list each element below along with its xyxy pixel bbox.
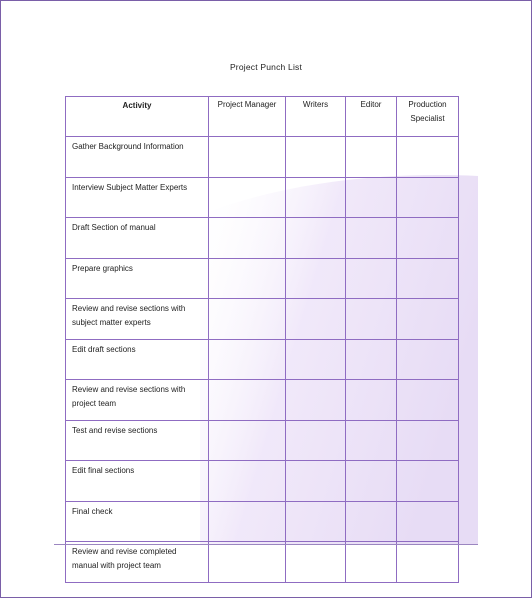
writers-cell[interactable] (286, 299, 346, 340)
table-row (66, 542, 459, 583)
production-specialist-cell[interactable] (397, 501, 459, 542)
header-project-manager: Project Manager (209, 97, 286, 137)
project-manager-cell[interactable] (209, 420, 286, 461)
table-row (66, 380, 459, 421)
table-row (66, 501, 459, 542)
project-manager-cell[interactable] (209, 137, 286, 178)
editor-cell[interactable] (346, 380, 397, 421)
punch-list-table (65, 96, 459, 583)
project-manager-cell[interactable] (209, 218, 286, 259)
header-writers: Writers (286, 97, 346, 137)
writers-cell[interactable] (286, 339, 346, 380)
production-specialist-cell[interactable] (397, 218, 459, 259)
writers-cell[interactable] (286, 542, 346, 583)
production-specialist-cell[interactable] (397, 258, 459, 299)
table-row (66, 420, 459, 461)
writers-cell[interactable] (286, 177, 346, 218)
table-row (66, 258, 459, 299)
activity-cell: Interview Subject Matter Experts (66, 177, 209, 218)
header-production-specialist: Production Specialist (397, 97, 459, 137)
writers-cell[interactable] (286, 461, 346, 502)
project-manager-cell[interactable] (209, 542, 286, 583)
writers-cell[interactable] (286, 501, 346, 542)
header-activity: Activity (66, 97, 209, 137)
project-manager-cell[interactable] (209, 461, 286, 502)
production-specialist-cell[interactable] (397, 177, 459, 218)
bottom-rule (54, 544, 478, 545)
writers-cell[interactable] (286, 137, 346, 178)
project-manager-cell[interactable] (209, 258, 286, 299)
activity-cell: Gather Background Information (66, 137, 209, 178)
production-specialist-cell[interactable] (397, 542, 459, 583)
activity-cell: Review and revise completed manual with project team (66, 542, 209, 583)
activity-cell: Final check (66, 501, 209, 542)
writers-cell[interactable] (286, 258, 346, 299)
activity-cell: Prepare graphics (66, 258, 209, 299)
activity-cell: Review and revise sections with subject matter experts (66, 299, 209, 340)
editor-cell[interactable] (346, 501, 397, 542)
table-row (66, 137, 459, 178)
production-specialist-cell[interactable] (397, 339, 459, 380)
project-manager-cell[interactable] (209, 380, 286, 421)
table-header-row (66, 97, 459, 137)
editor-cell[interactable] (346, 299, 397, 340)
table-row (66, 218, 459, 259)
editor-cell[interactable] (346, 258, 397, 299)
activity-cell: Edit final sections (66, 461, 209, 502)
production-specialist-cell[interactable] (397, 461, 459, 502)
activity-cell: Review and revise sections with project team (66, 380, 209, 421)
writers-cell[interactable] (286, 380, 346, 421)
editor-cell[interactable] (346, 339, 397, 380)
editor-cell[interactable] (346, 542, 397, 583)
writers-cell[interactable] (286, 420, 346, 461)
table-row (66, 177, 459, 218)
production-specialist-cell[interactable] (397, 299, 459, 340)
table-row (66, 339, 459, 380)
activity-cell: Test and revise sections (66, 420, 209, 461)
editor-cell[interactable] (346, 137, 397, 178)
editor-cell[interactable] (346, 420, 397, 461)
writers-cell[interactable] (286, 218, 346, 259)
editor-cell[interactable] (346, 218, 397, 259)
editor-cell[interactable] (346, 461, 397, 502)
production-specialist-cell[interactable] (397, 137, 459, 178)
editor-cell[interactable] (346, 177, 397, 218)
project-manager-cell[interactable] (209, 177, 286, 218)
project-manager-cell[interactable] (209, 501, 286, 542)
document-title: Project Punch List (229, 62, 303, 72)
table-row (66, 299, 459, 340)
table-row (66, 461, 459, 502)
project-manager-cell[interactable] (209, 339, 286, 380)
project-manager-cell[interactable] (209, 299, 286, 340)
header-editor: Editor (346, 97, 397, 137)
activity-cell: Edit draft sections (66, 339, 209, 380)
production-specialist-cell[interactable] (397, 420, 459, 461)
activity-cell: Draft Section of manual (66, 218, 209, 259)
production-specialist-cell[interactable] (397, 380, 459, 421)
